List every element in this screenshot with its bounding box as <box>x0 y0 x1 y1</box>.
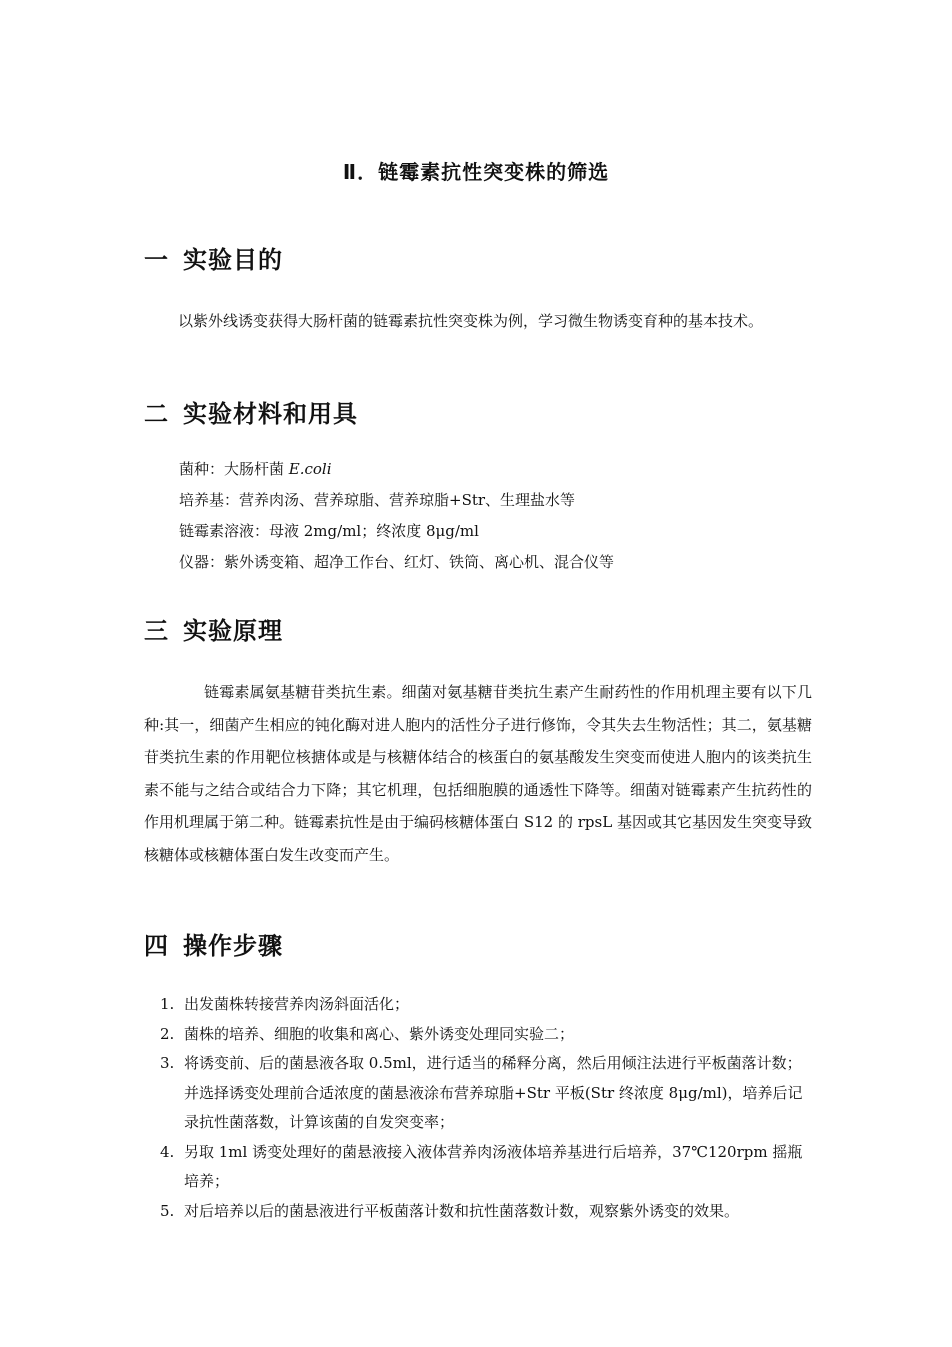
document-title: Ⅱ．链霉素抗性突变株的筛选 <box>342 160 610 184</box>
material-streptomycin: 链霉素溶液：母液 2mg/ml；终浓度 8μg/ml <box>179 522 479 540</box>
material-strain: 菌种：大肠杆菌 E.coli <box>179 460 332 478</box>
purpose-paragraph: 以紫外线诱变获得大肠杆菌的链霉素抗性突变株为例，学习微生物诱变育种的基本技术。 <box>178 312 764 330</box>
section-number: 二 <box>144 400 169 428</box>
section-number: 一 <box>144 246 169 274</box>
step-item: 5. 对后培养以后的菌悬液进行平板菌落计数和抗性菌落数计数，观察紫外诱变的效果。 <box>160 1201 740 1220</box>
material-instruments: 仪器：紫外诱变箱、超净工作台、红灯、铁筒、离心机、混合仪等 <box>179 553 615 571</box>
step-item: 1. 出发菌株转接营养肉汤斜面活化； <box>160 995 410 1013</box>
section-title: 实验材料和用具 <box>183 400 358 428</box>
section-heading-procedure <box>144 926 283 961</box>
section-title: 实验原理 <box>183 617 283 645</box>
strain-name: E.coli <box>288 460 332 478</box>
section-title: 操作步骤 <box>183 932 283 960</box>
section-title: 实验目的 <box>183 246 283 274</box>
section-heading-principle <box>144 611 283 646</box>
material-media: 培养基：营养肉汤、营养琼脂、营养琼脂+Str、生理盐水等 <box>179 491 576 509</box>
section-heading-purpose <box>144 240 283 275</box>
section-number: 三 <box>144 617 169 645</box>
procedure-steps <box>160 990 815 1226</box>
step-item: 2. 菌株的培养、细胞的收集和离心、紫外诱变处理同实验二； <box>160 1024 575 1043</box>
step-item: 3. 将诱变前、后的菌悬液各取 0.5ml，进行适当的稀释分离，然后用倾注法进行平板菌落计数；并选择诱变处理前合适浓度的菌悬液涂布营养琼脂+Str 平板(Str 终浓度 8μg/ml)，培养后记录抗性菌落数，计算该菌的自发突变率； <box>160 1054 803 1131</box>
section-heading-materials <box>144 394 358 429</box>
principle-paragraph: 链霉素属氨基糖苷类抗生素。细菌对氨基糖苷类抗生素产生耐药性的作用机理主要有以下几种:其一，细菌产生相应的钝化酶对进人胞内的活性分子进行修饰，令其失去生物活性；其二，氨基糖苷类抗生素的作用靶位核搪体或是与核糖体结合的核蛋白的氨基酸发生突变而使进人胞内的该类抗生素不能与之结合或结合力下降；其它机理，包括细胞膜的通透性下降等。细菌对链霉素产生抗药性的作用机理属于第二种。链霉素抗性是由于编码核糖体蛋白 S12 的 rpsL 基因或其它基因发生突变导致核糖体或核糖体蛋白发生改变而产生。 <box>144 683 812 864</box>
step-item: 4. 另取 1ml 诱变处理好的菌悬液接入液体营养肉汤液体培养基进行后培养，37℃120rpm 摇瓶培养； <box>160 1142 803 1190</box>
section-number: 四 <box>144 932 169 960</box>
